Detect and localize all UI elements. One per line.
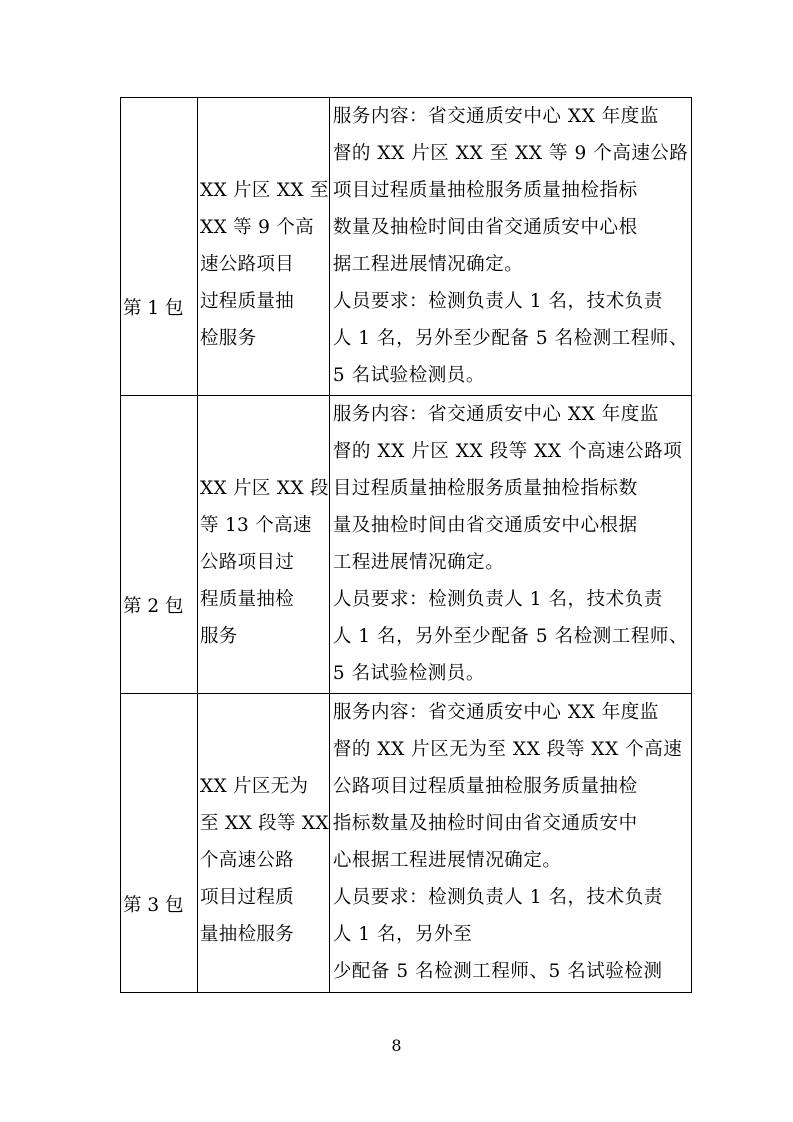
detail-line: 工程进展情况确定。	[332, 552, 505, 573]
project-line: XX 片区无为	[200, 776, 309, 797]
project-line: 速公路项目	[200, 254, 295, 275]
project-line: 等 13 个高速	[200, 515, 312, 536]
detail-line: 5 名试验检测员。	[332, 365, 485, 386]
project-cell	[198, 396, 330, 694]
detail-line: 人员要求：检测负责人 1 名，技术负责	[332, 589, 663, 610]
detail-line: 督的 XX 片区无为至 XX 段等 XX 个高速	[332, 739, 683, 760]
detail-line: 少配备 5 名检测工程师、5 名试验检测	[332, 961, 663, 982]
spacer	[198, 396, 329, 470]
detail-cell	[329, 98, 691, 396]
project-line: 服务	[200, 626, 238, 647]
project-line: XX 片区 XX 至	[200, 180, 329, 201]
detail-cell	[329, 396, 691, 694]
detail-line: 服务内容：省交通质安中心 XX 年度监	[332, 106, 659, 127]
detail-line: 督的 XX 片区 XX 至 XX 等 9 个高速公路	[332, 143, 689, 164]
detail-line: 指标数量及抽检时间由省交通质安中	[332, 813, 638, 834]
detail-line: 数量及抽检时间由省交通质安中心根	[332, 217, 638, 238]
detail-line: 5 名试验检测员。	[332, 663, 485, 684]
project-line: 公路项目过	[200, 552, 295, 573]
service-package-table	[120, 97, 692, 993]
detail-line: 公路项目过程质量抽检服务质量抽检	[332, 776, 638, 797]
project-line: XX 片区 XX 段	[200, 478, 329, 499]
detail-line: 目过程质量抽检服务质量抽检指标数	[332, 478, 638, 499]
project-line: 程质量抽检	[200, 589, 295, 610]
detail-line: 据工程进展情况确定。	[332, 254, 524, 275]
project-line: 检服务	[200, 328, 257, 349]
detail-line: 心根据工程进展情况确定。	[332, 850, 562, 871]
detail-line: 人 1 名，另外至	[332, 924, 473, 945]
page-number: 8	[391, 1036, 402, 1055]
detail-line: 项目过程质量抽检服务质量抽检指标	[332, 180, 638, 201]
package-cell	[121, 694, 198, 993]
detail-line: 服务内容：省交通质安中心 XX 年度监	[332, 702, 659, 723]
project-line: 至 XX 段等 XX	[200, 813, 329, 834]
project-cell	[198, 98, 330, 396]
detail-line: 人 1 名，另外至少配备 5 名检测工程师、	[332, 626, 688, 647]
detail-line: 服务内容：省交通质安中心 XX 年度监	[332, 404, 659, 425]
detail-line: 人员要求：检测负责人 1 名，技术负责	[332, 887, 663, 908]
spacer	[198, 694, 329, 768]
detail-line: 督的 XX 片区 XX 段等 XX 个高速公路项	[332, 441, 683, 462]
project-line: 项目过程质	[200, 887, 295, 908]
detail-cell	[329, 694, 691, 993]
package-cell	[121, 98, 198, 396]
package-label: 第 1 包	[123, 298, 184, 319]
detail-line: 人员要求：检测负责人 1 名，技术负责	[332, 291, 663, 312]
project-line: XX 等 9 个高	[200, 217, 314, 238]
detail-line: 人 1 名，另外至少配备 5 名检测工程师、	[332, 328, 688, 349]
table-row	[121, 98, 692, 396]
package-label: 第 2 包	[123, 596, 184, 617]
project-line: 量抽检服务	[200, 924, 295, 945]
table-row	[121, 694, 692, 993]
package-cell	[121, 396, 198, 694]
project-line: 过程质量抽	[200, 291, 295, 312]
spacer	[198, 98, 329, 172]
project-line: 个高速公路	[200, 850, 295, 871]
detail-line: 量及抽检时间由省交通质安中心根据	[332, 515, 638, 536]
package-label: 第 3 包	[123, 895, 184, 916]
project-cell	[198, 694, 330, 993]
table-row	[121, 396, 692, 694]
